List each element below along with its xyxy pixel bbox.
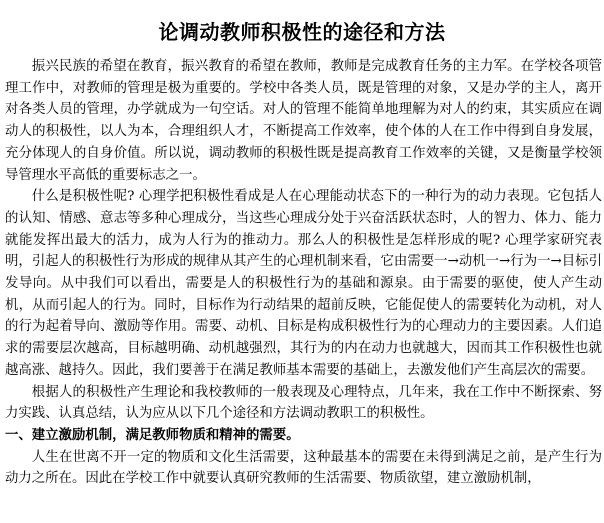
section-heading-1: 一、建立激励机制，满足教师物质和精神的需要。: [5, 426, 300, 443]
paragraph-what-is-motivation: 什么是积极性呢? 心理学把积极性看成是人在心理能动状态下的一种行为的动力表现。它包括人的认知、情感、意志等多种心理成分，当这些心理成分处于兴奋活跃状态时，人的智力、体力、能力就能发挥出最大的活力，成为人行为的推动力。那么人的积极性是怎样形成的呢? 心理学家研究表明，引起人的积极性行为形成的规律从其产生的心理机制来看，它由需要一→动机一→行为一→目标引发导向。从中我们可以看出，需要是人的积极性行为的基础和源泉。由于需要的驱使，使人产生动机，从而引起人的行为。同时，目标作为行动结果的超前反映，它能促使人的需要转化为动机，对人的行为起着导向、激励等作用。需要、动机、目标是构成积极性行为的心理动力的主要因素。人们追求的需要层次越高，目标越明确、动机越强烈，其行为的内在动力也就越大，因而其工作积极性也就越高涨、越持久。因此，我们要善于在满足教师基本需要的基础上，去激发他们产生高层次的需要。: [5, 189, 602, 378]
document-body: [5, 56, 602, 490]
paragraph-intro: 振兴民族的希望在教育，振兴教育的希望在教师，教师是完成教育任务的主力军。在学校各项管理工作中，对教师的管理是极为重要的。学校中各类人员，既是管理的对象，又是办学的主人，离开对各类人员的管理，办学就成为一句空话。对人的管理不能简单地理解为对人的约束，其实质应在调动人的积极性，以人为本，合理组织人才，不断提高工作效率，使个体的人在工作中得到自身发展，充分体现人的自身价值。所以说，调动教师的积极性既是提高教育工作效率的关键，又是衡量学校领导管理水平高低的重要标志之一。: [5, 59, 602, 183]
paragraph-section-1: 人生在世离不开一定的物质和文化生活需要，这种最基本的需要在未得到满足之前，是产生行为动力之所在。因此在学校工作中就要认真研究教师的生活需要、物质欲望，建立激励机制，: [5, 449, 602, 487]
paragraph-approach: 根据人的积极性产生理论和我校教师的一般表现及心理特点，几年来，我在工作中不断探索、努力实践、认真总结，认为应从以下几个途径和方法调动教职工的积极性。: [5, 384, 602, 422]
document-title: 论调动教师积极性的途径和方法: [158, 20, 446, 45]
